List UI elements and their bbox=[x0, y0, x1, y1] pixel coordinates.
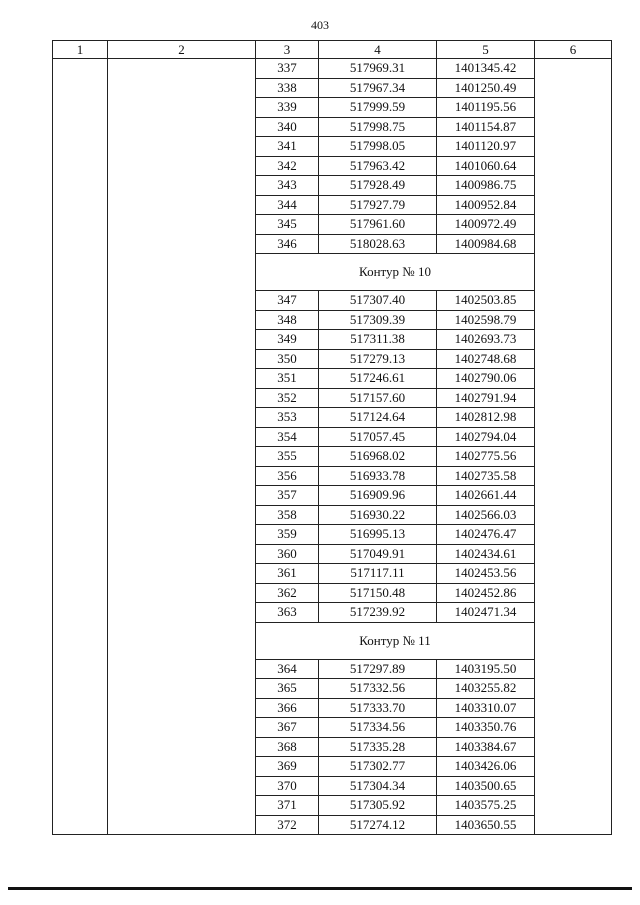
coordinate-x: 517302.77 bbox=[319, 757, 437, 777]
coordinate-y: 1402453.56 bbox=[437, 564, 535, 584]
point-number: 366 bbox=[256, 698, 319, 718]
table-row bbox=[53, 59, 612, 79]
point-number: 355 bbox=[256, 447, 319, 467]
coordinate-y: 1403195.50 bbox=[437, 659, 535, 679]
coordinate-x: 517279.13 bbox=[319, 349, 437, 369]
column-header: 6 bbox=[535, 41, 612, 59]
point-number: 367 bbox=[256, 718, 319, 738]
coordinate-y: 1403255.82 bbox=[437, 679, 535, 699]
coordinate-y: 1402790.06 bbox=[437, 369, 535, 389]
coordinate-y: 1402693.73 bbox=[437, 330, 535, 350]
coordinate-x: 517049.91 bbox=[319, 544, 437, 564]
point-number: 345 bbox=[256, 215, 319, 235]
point-number: 342 bbox=[256, 156, 319, 176]
coordinate-x: 517967.34 bbox=[319, 78, 437, 98]
coordinate-x: 517274.12 bbox=[319, 815, 437, 835]
point-number: 346 bbox=[256, 234, 319, 254]
coordinate-y: 1400984.68 bbox=[437, 234, 535, 254]
coordinate-y: 1403426.06 bbox=[437, 757, 535, 777]
point-number: 354 bbox=[256, 427, 319, 447]
coordinate-x: 517998.75 bbox=[319, 117, 437, 137]
coordinate-y: 1402794.04 bbox=[437, 427, 535, 447]
coordinate-x: 517332.56 bbox=[319, 679, 437, 699]
point-number: 371 bbox=[256, 796, 319, 816]
column-header: 3 bbox=[256, 41, 319, 59]
coordinate-x: 517311.38 bbox=[319, 330, 437, 350]
point-number: 341 bbox=[256, 137, 319, 157]
table-body bbox=[53, 59, 612, 835]
coordinate-x: 517124.64 bbox=[319, 408, 437, 428]
coordinate-y: 1401195.56 bbox=[437, 98, 535, 118]
coordinate-y: 1402452.86 bbox=[437, 583, 535, 603]
coordinate-y: 1402748.68 bbox=[437, 349, 535, 369]
coordinate-x: 517304.34 bbox=[319, 776, 437, 796]
coordinate-y: 1401060.64 bbox=[437, 156, 535, 176]
coordinate-y: 1403384.67 bbox=[437, 737, 535, 757]
coordinate-x: 517334.56 bbox=[319, 718, 437, 738]
coordinate-y: 1402598.79 bbox=[437, 310, 535, 330]
coordinate-x: 517297.89 bbox=[319, 659, 437, 679]
coordinate-x: 517998.05 bbox=[319, 137, 437, 157]
page-number: 403 bbox=[311, 18, 329, 32]
header-row bbox=[53, 41, 612, 59]
coordinate-x: 517333.70 bbox=[319, 698, 437, 718]
coordinate-y: 1403575.25 bbox=[437, 796, 535, 816]
coordinate-y: 1402791.94 bbox=[437, 388, 535, 408]
coordinate-y: 1401120.97 bbox=[437, 137, 535, 157]
coordinate-x: 517305.92 bbox=[319, 796, 437, 816]
contour-title: Контур № 10 bbox=[256, 254, 535, 291]
point-number: 343 bbox=[256, 176, 319, 196]
point-number: 344 bbox=[256, 195, 319, 215]
coordinate-x: 517999.59 bbox=[319, 98, 437, 118]
coordinate-x: 517309.39 bbox=[319, 310, 437, 330]
coordinate-y: 1402434.61 bbox=[437, 544, 535, 564]
point-number: 359 bbox=[256, 525, 319, 545]
footer-rule bbox=[8, 887, 632, 890]
point-number: 360 bbox=[256, 544, 319, 564]
point-number: 358 bbox=[256, 505, 319, 525]
column-header: 4 bbox=[319, 41, 437, 59]
contour-title: Контур № 11 bbox=[256, 622, 535, 659]
coordinate-x: 517928.49 bbox=[319, 176, 437, 196]
coordinate-x: 516968.02 bbox=[319, 447, 437, 467]
coordinate-x: 517307.40 bbox=[319, 291, 437, 311]
coordinate-y: 1402476.47 bbox=[437, 525, 535, 545]
coordinate-x: 516909.96 bbox=[319, 486, 437, 506]
coordinate-x: 516933.78 bbox=[319, 466, 437, 486]
coordinate-x: 517963.42 bbox=[319, 156, 437, 176]
col-2-cell bbox=[108, 59, 256, 835]
coordinate-y: 1402812.98 bbox=[437, 408, 535, 428]
coordinate-y: 1403500.65 bbox=[437, 776, 535, 796]
col-1-cell bbox=[53, 59, 108, 835]
coordinate-y: 1400972.49 bbox=[437, 215, 535, 235]
coordinate-y: 1402775.56 bbox=[437, 447, 535, 467]
coordinate-y: 1401345.42 bbox=[437, 59, 535, 79]
point-number: 357 bbox=[256, 486, 319, 506]
coordinate-y: 1403310.07 bbox=[437, 698, 535, 718]
point-number: 362 bbox=[256, 583, 319, 603]
coordinate-x: 517150.48 bbox=[319, 583, 437, 603]
point-number: 347 bbox=[256, 291, 319, 311]
coordinate-y: 1401154.87 bbox=[437, 117, 535, 137]
point-number: 351 bbox=[256, 369, 319, 389]
point-number: 369 bbox=[256, 757, 319, 777]
coordinate-x: 516995.13 bbox=[319, 525, 437, 545]
coordinate-x: 517157.60 bbox=[319, 388, 437, 408]
coordinate-x: 517961.60 bbox=[319, 215, 437, 235]
coordinate-y: 1400952.84 bbox=[437, 195, 535, 215]
coordinate-x: 517335.28 bbox=[319, 737, 437, 757]
point-number: 361 bbox=[256, 564, 319, 584]
coordinate-y: 1402566.03 bbox=[437, 505, 535, 525]
point-number: 370 bbox=[256, 776, 319, 796]
point-number: 349 bbox=[256, 330, 319, 350]
coordinate-x: 517117.11 bbox=[319, 564, 437, 584]
column-header: 5 bbox=[437, 41, 535, 59]
point-number: 350 bbox=[256, 349, 319, 369]
col-6-cell bbox=[535, 59, 612, 835]
coordinate-y: 1402735.58 bbox=[437, 466, 535, 486]
coordinate-y: 1400986.75 bbox=[437, 176, 535, 196]
point-number: 363 bbox=[256, 603, 319, 623]
coordinate-x: 518028.63 bbox=[319, 234, 437, 254]
coordinate-y: 1402471.34 bbox=[437, 603, 535, 623]
point-number: 339 bbox=[256, 98, 319, 118]
column-header: 2 bbox=[108, 41, 256, 59]
coordinate-y: 1401250.49 bbox=[437, 78, 535, 98]
point-number: 337 bbox=[256, 59, 319, 79]
coordinate-y: 1403350.76 bbox=[437, 718, 535, 738]
point-number: 372 bbox=[256, 815, 319, 835]
point-number: 356 bbox=[256, 466, 319, 486]
coordinate-x: 517239.92 bbox=[319, 603, 437, 623]
point-number: 364 bbox=[256, 659, 319, 679]
coordinate-x: 516930.22 bbox=[319, 505, 437, 525]
point-number: 352 bbox=[256, 388, 319, 408]
point-number: 353 bbox=[256, 408, 319, 428]
point-number: 340 bbox=[256, 117, 319, 137]
coordinate-x: 517057.45 bbox=[319, 427, 437, 447]
coordinate-x: 517927.79 bbox=[319, 195, 437, 215]
coordinate-y: 1402503.85 bbox=[437, 291, 535, 311]
column-header: 1 bbox=[53, 41, 108, 59]
coordinates-table bbox=[52, 40, 612, 835]
point-number: 365 bbox=[256, 679, 319, 699]
coordinate-x: 517246.61 bbox=[319, 369, 437, 389]
point-number: 348 bbox=[256, 310, 319, 330]
coordinate-x: 517969.31 bbox=[319, 59, 437, 79]
coordinate-y: 1403650.55 bbox=[437, 815, 535, 835]
point-number: 338 bbox=[256, 78, 319, 98]
coordinate-y: 1402661.44 bbox=[437, 486, 535, 506]
point-number: 368 bbox=[256, 737, 319, 757]
